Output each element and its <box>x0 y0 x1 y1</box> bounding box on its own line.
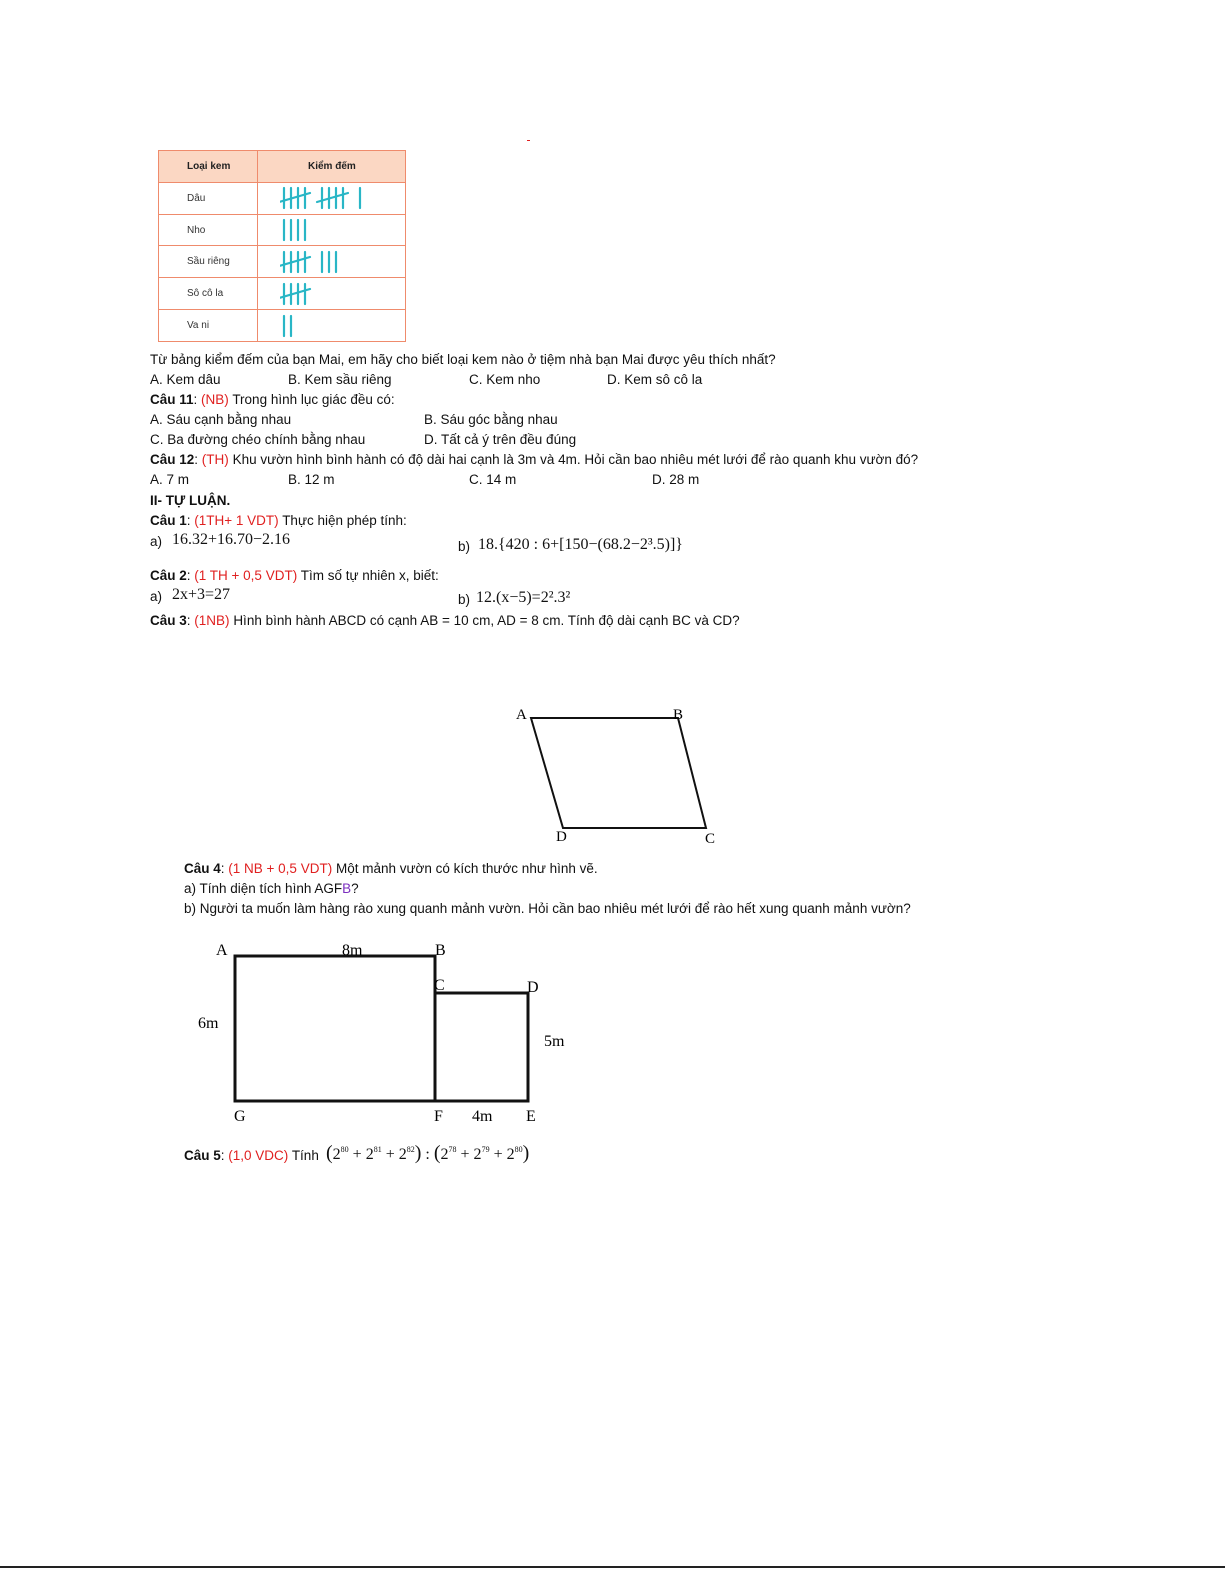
tally-marks <box>258 310 406 342</box>
p2-text: Tìm số tự nhiên x, biết: <box>300 568 439 583</box>
p4-tag: (1 NB + 0,5 VDT) <box>228 861 333 876</box>
tally-marks <box>258 246 406 278</box>
p5-expr: $(2^{80} + 2^{81} + 2^{82})$ : $(2^{78} + 2^{79} + 2^{80})$ <box>326 1142 530 1164</box>
parallelogram-figure <box>500 700 740 850</box>
tally-header-row <box>159 151 406 183</box>
p2-label: Câu 2 <box>150 568 187 583</box>
garden-figure <box>190 935 590 1135</box>
vertex-b: B <box>435 942 446 959</box>
p4-label: Câu 4 <box>184 861 221 876</box>
section-title <box>150 492 230 510</box>
q12-option-a: A. 7 m <box>150 472 190 487</box>
q12-tag: (TH) <box>201 452 229 467</box>
p4-b: b) Người ta muốn làm hàng rào xung quanh mảnh vườn. Hỏi cần bao nhiêu mét lưới để rào hết xung quanh mảnh vườn? <box>184 901 911 916</box>
tally-marks <box>258 214 406 246</box>
p2-line: Câu 2: (1 TH + 0,5 VDT) Tìm số tự nhiên x, biết: <box>150 568 439 583</box>
tally-header-type: Loại kem <box>159 151 258 183</box>
vertex-d: D <box>556 829 567 845</box>
tally-marks-svg <box>280 185 390 211</box>
vertex-g: G <box>234 1108 246 1125</box>
red-mark <box>527 140 530 141</box>
p1-a-expr: 16.32+16.70−2.16 <box>172 531 291 548</box>
q11-option-a: A. Sáu cạnh bằng nhau <box>150 412 292 427</box>
p2-a-expr: 2x+3=27 <box>172 586 231 603</box>
p4-text: Một mảnh vườn có kích thước như hình vẽ. <box>335 861 598 876</box>
q10-option-d: D. Kem sô cô la <box>607 372 703 387</box>
q10-question: Từ bảng kiểm đếm của bạn Mai, em hãy cho biết loại kem nào ở tiệm nhà bạn Mai được yêu thích nhất? <box>150 352 776 367</box>
tally-marks <box>258 278 406 310</box>
dim-ag: 6m <box>198 1015 219 1032</box>
tally-row-name: Nho <box>159 214 258 246</box>
q11-option-d: D. Tất cả ý trên đều đúng <box>424 432 577 447</box>
q12-option-d: D. 28 m <box>652 472 700 487</box>
tally-marks-svg <box>280 313 390 339</box>
p3-label: Câu 3 <box>150 613 187 628</box>
p5-label: Câu 5 <box>184 1148 221 1163</box>
p5-text: Tính <box>291 1148 319 1163</box>
p5-line: Câu 5: (1,0 VDC) Tính <box>184 1148 319 1163</box>
q12-label: Câu 12 <box>150 452 195 467</box>
tally-table <box>158 150 406 342</box>
vertex-e: E <box>526 1108 536 1125</box>
q10-option-a: A. Kem dâu <box>150 372 221 387</box>
section-title-text: II- TỰ LUẬN. <box>150 493 231 508</box>
vertex-f: F <box>434 1108 443 1125</box>
tally-marks <box>258 182 406 214</box>
vertex-d: D <box>527 979 539 996</box>
q12-text: Khu vườn hình bình hành có độ dài hai cạnh là 3m và 4m. Hỏi cần bao nhiêu mét lưới để rào quanh khu vườn đó? <box>232 452 919 467</box>
q12-line: Câu 12: (TH) Khu vườn hình bình hành có độ dài hai cạnh là 3m và 4m. Hỏi cần bao nhiêu mét lưới để rào quanh khu vườn đó? <box>150 452 919 467</box>
q10-option-b: B. Kem sầu riêng <box>288 372 392 387</box>
p2-b-expr: 12.(x−5)=2².3² <box>476 589 571 606</box>
p4-line: Câu 4: (1 NB + 0,5 VDT) Một mảnh vườn có kích thước như hình vẽ. <box>184 861 598 876</box>
tally-row <box>159 278 406 310</box>
q11-text: Trong hình lục giác đều có: <box>232 392 395 407</box>
vertex-c: C <box>705 831 716 847</box>
tally-marks-svg <box>280 281 390 307</box>
q11-label: Câu 11 <box>150 392 194 407</box>
q11-tag: (NB) <box>201 392 229 407</box>
rect-cdef <box>435 993 528 1101</box>
tally-header-count: Kiểm đếm <box>258 151 406 183</box>
vertex-a: A <box>216 942 228 959</box>
p1-tag: (1TH+ 1 VDT) <box>194 513 279 528</box>
vertex-b: B <box>673 707 684 723</box>
p3-tag: (1NB) <box>194 613 230 628</box>
q12-option-b: B. 12 m <box>288 472 335 487</box>
p3-line: Câu 3: (1NB) Hình bình hành ABCD có cạnh AB = 10 cm, AD = 8 cm. Tính độ dài cạnh BC và CD? <box>150 613 740 628</box>
tally-row <box>159 246 406 278</box>
parallelogram-abcd <box>531 718 706 828</box>
p1-b-label: b) <box>458 539 471 554</box>
tally-row-name: Sầu riêng <box>159 246 258 278</box>
p4-a <box>184 880 359 898</box>
p2-a-label: a) <box>150 589 163 604</box>
tally-row <box>159 310 406 342</box>
p3-text: Hình bình hành ABCD có cạnh AB = 10 cm, AD = 8 cm. Tính độ dài cạnh BC và CD? <box>233 613 740 628</box>
rect-abfg <box>235 956 435 1101</box>
p2-b-label: b) <box>458 592 471 607</box>
tally-row <box>159 214 406 246</box>
q11-line: Câu 11: (NB) Trong hình lục giác đều có: <box>150 392 395 407</box>
dim-fe: 4m <box>472 1108 493 1125</box>
p4-a-end: ? <box>351 881 359 896</box>
p2-tag: (1 TH + 0,5 VDT) <box>194 568 298 583</box>
p5-tag: (1,0 VDC) <box>228 1148 289 1163</box>
q11-option-c: C. Ba đường chéo chính bằng nhau <box>150 432 366 447</box>
q12-option-c: C. 14 m <box>469 472 517 487</box>
p4-a-highlight: B <box>342 881 352 896</box>
p4-a-text: a) Tính diện tích hình AGF <box>184 881 343 896</box>
tally-marks-svg <box>280 217 390 243</box>
dim-ab: 8m <box>342 942 363 959</box>
p1-b-expr: 18.{420 : 6+[150−(68.2−2³.5)]} <box>478 536 683 553</box>
vertex-c: C <box>434 977 445 994</box>
tally-row-name: Sô cô la <box>159 278 258 310</box>
q10-option-c: C. Kem nho <box>469 372 541 387</box>
p1-a-label: a) <box>150 534 163 549</box>
tally-row-name: Dâu <box>159 182 258 214</box>
tally-marks-svg <box>280 249 390 275</box>
p1-label: Câu 1 <box>150 513 187 528</box>
page-bottom-rule <box>0 1566 1225 1568</box>
p1-text: Thực hiện phép tính: <box>282 513 407 528</box>
vertex-a: A <box>516 707 527 723</box>
tally-row <box>159 182 406 214</box>
dim-de: 5m <box>544 1033 565 1050</box>
q11-option-b: B. Sáu góc bằng nhau <box>424 412 558 427</box>
tally-row-name: Va ni <box>159 310 258 342</box>
p1-line: Câu 1: (1TH+ 1 VDT) Thực hiện phép tính: <box>150 513 407 528</box>
